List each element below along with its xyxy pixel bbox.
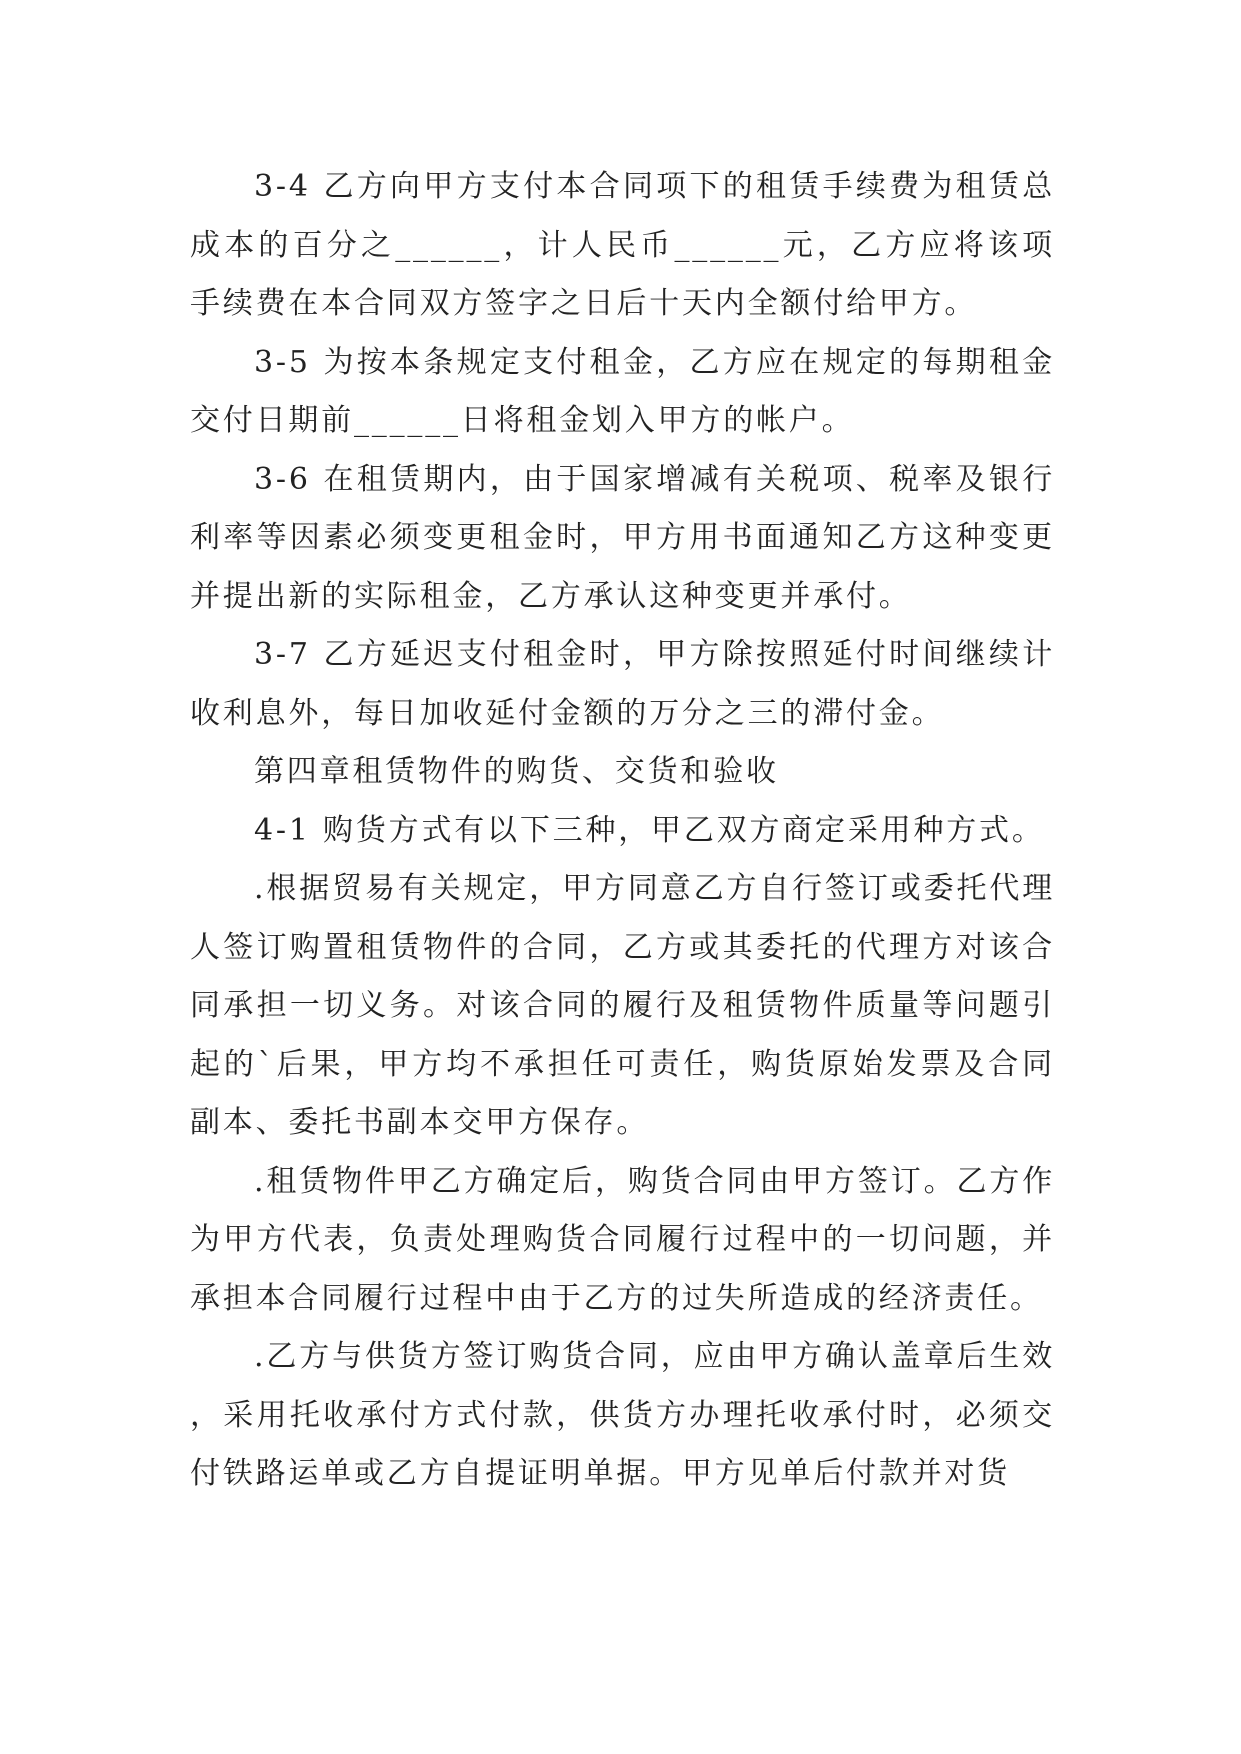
chapter-4-heading: 第四章租赁物件的购货、交货和验收	[254, 754, 779, 789]
purchase-method-3: .乙方与供货方签订购货合同，应由甲方确认盖章后生效，采用托收承付方式付款，供货方办理托收承付时，必须交付铁路运单或乙方自提证明单据。甲方见单后付款并对货	[190, 1339, 1055, 1491]
clause-3-4: 3-4 乙方向甲方支付本合同项下的租赁手续费为租赁总成本的百分之______，计人民币______元，乙方应将该项手续费在本合同双方签字之日后十天内全额付给甲方。	[190, 169, 1055, 321]
clause-4-1: 4-1 购货方式有以下三种，甲乙双方商定采用种方式。	[254, 812, 1045, 848]
document-body	[190, 158, 1055, 1504]
clause-3-6: 3-6 在租赁期内，由于国家增减有关税项、税率及银行利率等因素必须变更租金时，甲方用书面通知乙方这种变更并提出新的实际租金，乙方承认这种变更并承付。	[190, 461, 1055, 614]
clause-3-7: 3-7 乙方延迟支付租金时，甲方除按照延付时间继续计收利息外，每日加收延付金额的万分之三的滞付金。	[190, 637, 1055, 731]
purchase-method-2: .租赁物件甲乙方确定后，购货合同由甲方签订。乙方作为甲方代表，负责处理购货合同履行过程中的一切问题，并承担本合同履行过程中由于乙方的过失所造成的经济责任。	[190, 1163, 1055, 1316]
purchase-method-1: .根据贸易有关规定，甲方同意乙方自行签订或委托代理人签订购置租赁物件的合同，乙方或其委托的代理方对该合同承担一切义务。对该合同的履行及租赁物件质量等问题引起的`后果，甲方均不承担任可责任，购货原始发票及合同副本、委托书副本交甲方保存。	[190, 871, 1055, 1140]
clause-3-5: 3-5 为按本条规定支付租金，乙方应在规定的每期租金交付日期前______日将租金划入甲方的帐户。	[190, 344, 1055, 438]
